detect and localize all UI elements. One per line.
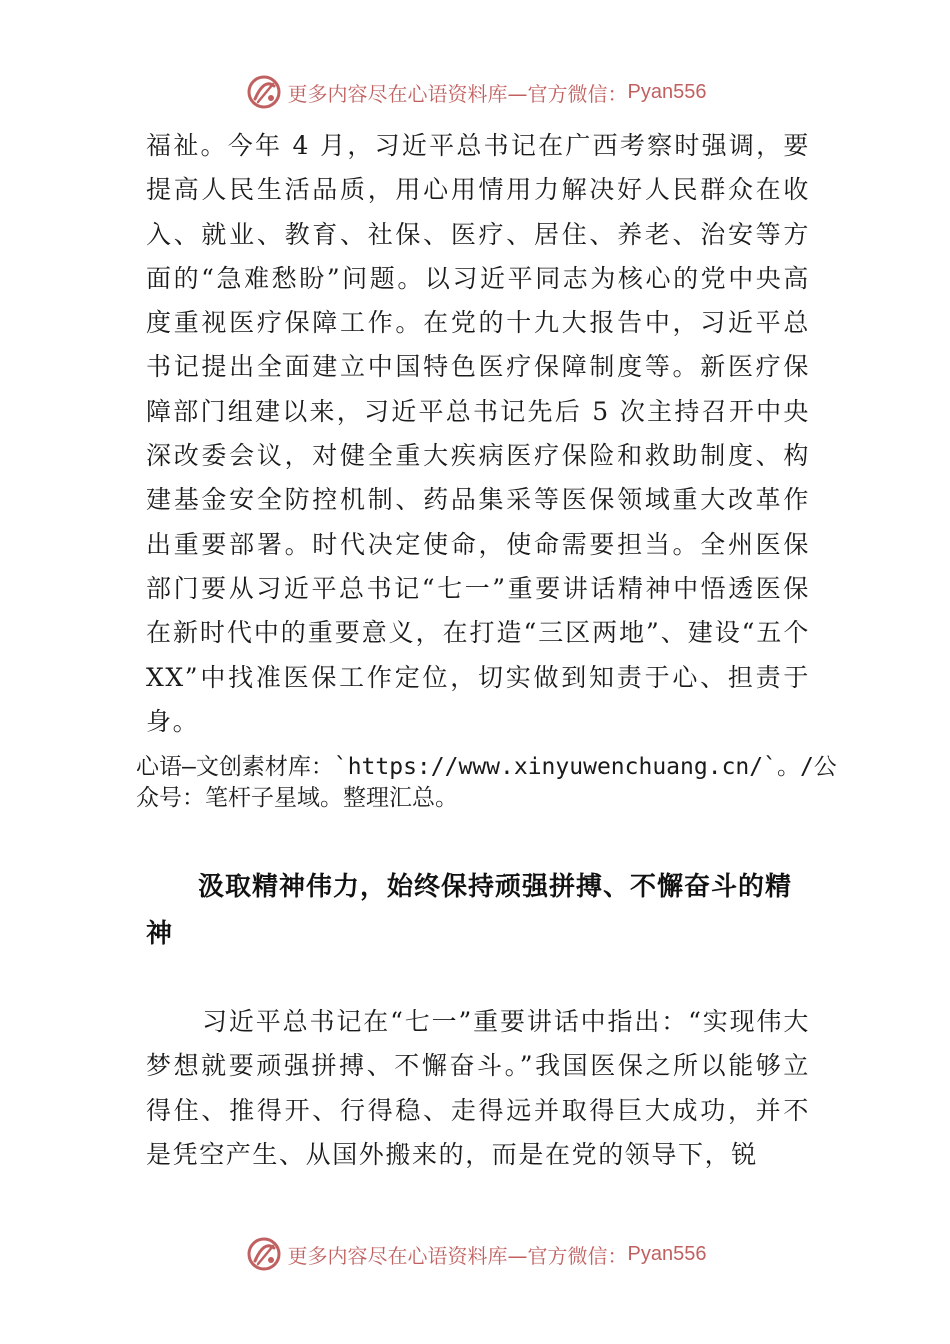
banner-wechat-id: Pyan556 — [627, 80, 707, 103]
body-paragraph-2: 习近平总书记在“七一”重要讲话中指出：“实现伟大梦想就要顽强拼搏、不懈奋斗。”我国医保之所以能够立得住、推得开、行得稳、走得远并取得巨大成功，并不是凭空产生、从国外搬来的，而是在党的领导下，锐 — [146, 1007, 810, 1169]
brand-logo-icon — [244, 1234, 284, 1274]
body-paragraph-1: 福祉。今年 4 月，习近平总书记在广西考察时强调，要提高人民生活品质，用心用情用力解决好人民群众在收入、就业、教育、社保、医疗、居住、养老、治安等方面的“急难愁盼”问题。以习近平同志为核心的党中央高度重视医疗保障工作。在党的十九大报告中，习近平总书记提出全面建立中国特色医疗保障制度等。新医疗保障部门组建以来，习近平总书记先后 5 次主持召开中央深改委会议，对健全重大疾病医疗保险和救助制度、构建基金安全防控机制、药品集采等医保领域重大改革作出重要部署。时代决定使命，使命需要担当。全州医保部门要从习近平总书记“七一”重要讲话精神中悟透医保在新时代中的重要意义，在打造“三区两地”、建设“五个 XX”中找准医保工作定位，切实做到知责于心、担责于身。 — [146, 131, 810, 736]
header-watermark-banner — [0, 70, 950, 114]
banner-wechat-id: Pyan556 — [627, 1242, 707, 1265]
section-heading: 汲取精神伟力，始终保持顽强拼搏、不懈奋斗的精神 — [146, 872, 793, 949]
banner-text: 更多内容尽在心语资料库—官方微信： — [287, 81, 628, 106]
brand-logo-icon — [244, 72, 284, 112]
banner-text: 更多内容尽在心语资料库—官方微信： — [287, 1243, 628, 1268]
source-note: 心语—文创素材库：`https://www.xinyuwenchuang.cn/`。/公众号：笔杆子星域。整理汇总。 — [136, 754, 837, 811]
footer-watermark-banner — [0, 1232, 950, 1276]
